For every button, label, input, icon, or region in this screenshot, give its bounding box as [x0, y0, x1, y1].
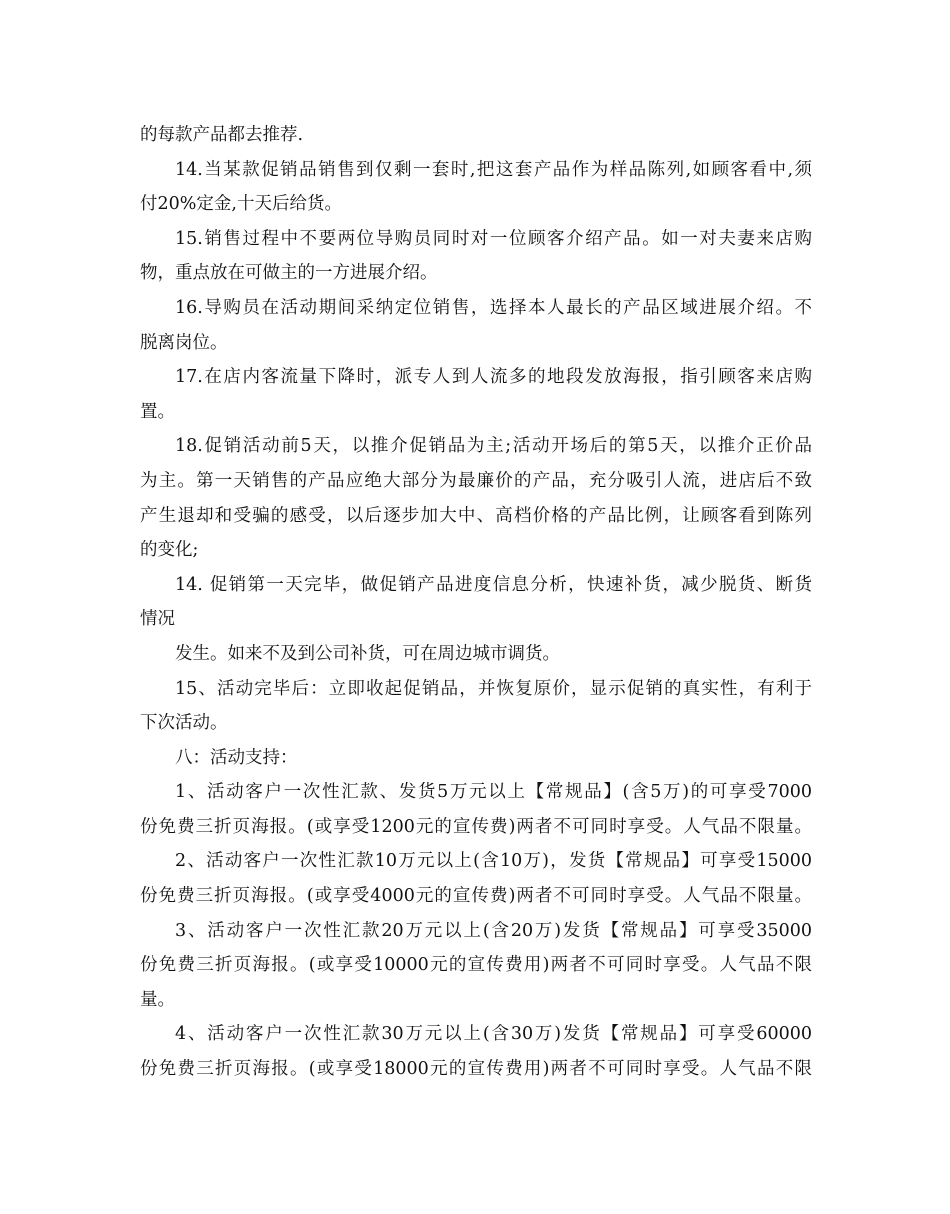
text-line: 15、活动完毕后：立即收起促销品，并恢复原价，显示促销的真实性，有利于: [175, 678, 812, 699]
text-line: 八：活动支持：: [175, 747, 298, 768]
text-line: 下次活动。: [140, 713, 228, 734]
text-line: 情况: [140, 609, 175, 630]
text-line: 脱离岗位。: [140, 332, 228, 353]
document-body: [140, 118, 812, 1087]
text-line: 份免费三折页海报。(或享受10000元的宣传费用)两者不可同时享受。人气品不限: [140, 955, 812, 976]
text-line: 4、活动客户一次性汇款30万元以上(含30万)发货【常规品】可享受60000: [175, 1024, 812, 1045]
text-line: 份免费三折页海报。(或享受4000元的宣传费)两者不可同时享受。人气品不限量。: [140, 886, 812, 907]
text-line: 的每款产品都去推荐.: [140, 125, 304, 145]
text-line: 18.促销活动前5天，以推介促销品为主;活动开场后的第5天，以推介正价品: [175, 436, 812, 457]
text-line: 2、活动客户一次性汇款10万元以上(含10万)，发货【常规品】可享受15000: [175, 851, 812, 872]
text-line: 14. 促销第一天完毕，做促销产品进度信息分析，快速补货，减少脱货、断货: [175, 574, 812, 595]
text-line: 17.在店内客流量下降时，派专人到人流多的地段发放海报，指引顾客来店购: [175, 367, 812, 388]
text-line: 物，重点放在可做主的一方进展介绍。: [140, 263, 438, 284]
text-line: 3、活动客户一次性汇款20万元以上(含20万)发货【常规品】可享受35000: [175, 920, 812, 941]
text-line: 为主。第一天销售的产品应绝大部分为最廉价的产品，充分吸引人流，进店后不致: [140, 470, 812, 491]
text-line: 15.销售过程中不要两位导购员同时对一位顾客介绍产品。如一对夫妻来店购: [175, 228, 812, 249]
text-line: 的变化;: [140, 540, 199, 561]
text-line: 16.导购员在活动期间采纳定位销售，选择本人最长的产品区域进展介绍。不: [175, 297, 812, 318]
text-line: 量。: [140, 989, 175, 1010]
text-line: 发生。如来不及到公司补货，可在周边城市调货。: [175, 643, 560, 664]
text-line: 产生退却和受骗的感受，以后逐步加大中、高档价格的产品比例，让顾客看到陈列: [140, 505, 812, 526]
text-line: 置。: [140, 401, 175, 422]
text-line: 份免费三折页海报。(或享受1200元的宣传费)两者不可同时享受。人气品不限量。: [140, 816, 812, 837]
text-line: 付20%定金,十天后给货。: [140, 194, 342, 215]
text-line: 14.当某款促销品销售到仅剩一套时,把这套产品作为样品陈列,如顾客看中,须: [175, 159, 812, 180]
text-line: 份免费三折页海报。(或享受18000元的宣传费用)两者不可同时享受。人气品不限: [140, 1059, 812, 1080]
text-line: 1、活动客户一次性汇款、发货5万元以上【常规品】(含5万)的可享受7000: [175, 782, 812, 803]
